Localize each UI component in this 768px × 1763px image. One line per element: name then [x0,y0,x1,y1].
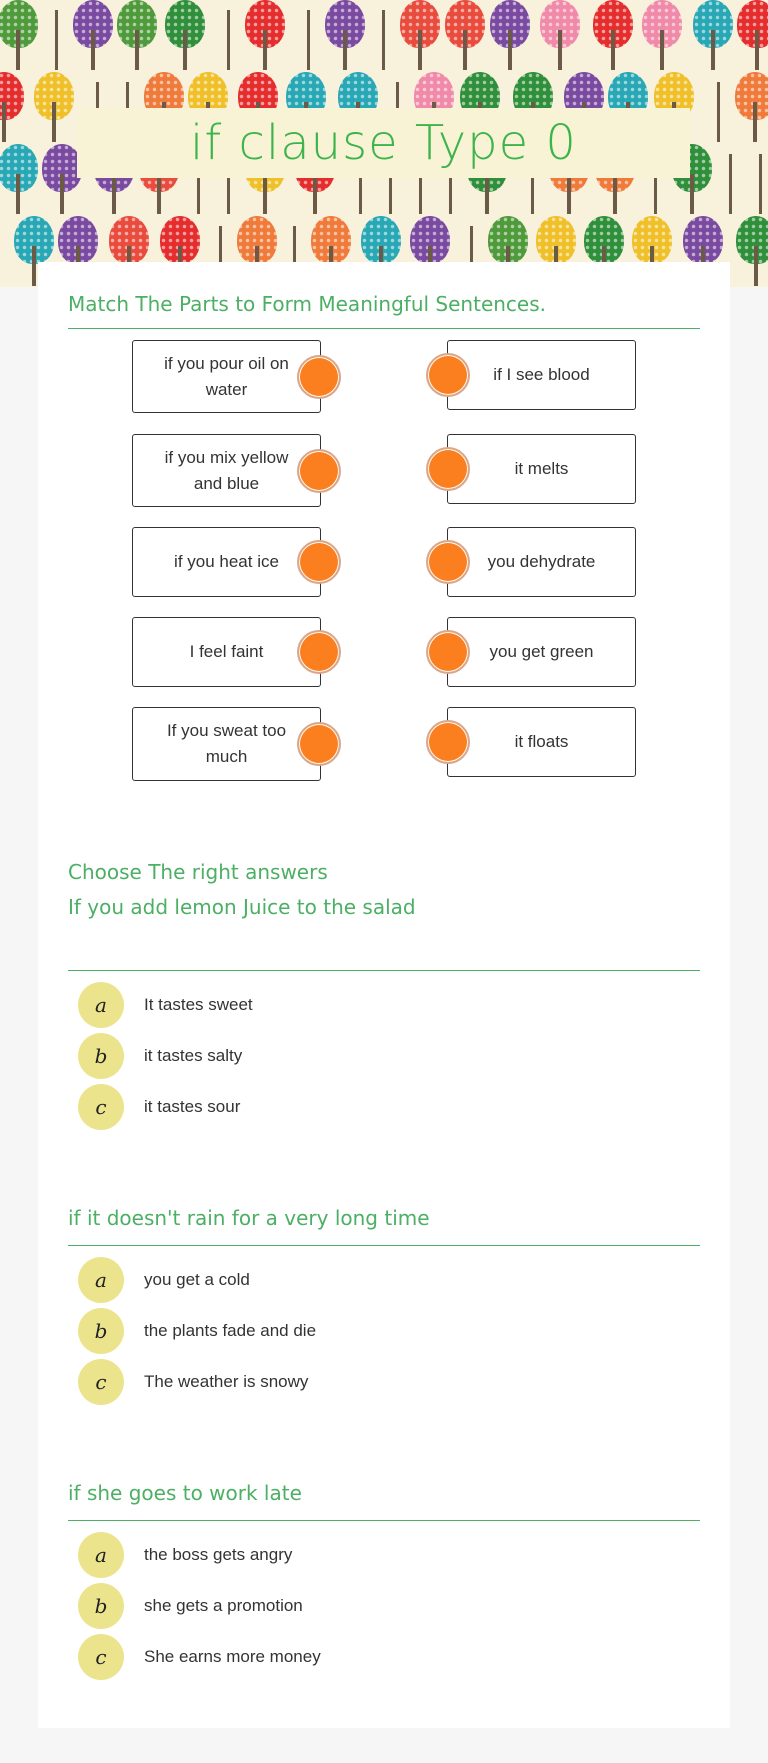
divider [68,328,700,329]
option-text: you get a cold [144,1270,250,1289]
answer-option[interactable] [78,982,253,1028]
answer-option[interactable] [78,1583,303,1629]
tree-icon [32,72,76,142]
match-left-dot[interactable] [297,355,341,399]
tree-icon [591,0,635,70]
tree-icon [323,0,367,70]
bare-tree-icon [382,10,385,70]
match-right-item[interactable]: it floats [447,707,636,777]
bare-tree-icon [307,10,310,70]
header-banner [0,0,768,287]
option-letter-badge[interactable]: a [78,1532,124,1578]
option-letter-badge[interactable]: b [78,1308,124,1354]
tree-icon [691,0,735,70]
tree-icon [735,0,768,70]
tree-icon [640,0,684,70]
option-text: The weather is snowy [144,1372,309,1391]
option-letter-badge[interactable]: a [78,982,124,1028]
divider [68,1520,700,1521]
question-prompt: if she goes to work late [68,1481,302,1505]
tree-icon [733,72,768,142]
answer-option[interactable] [78,1634,321,1680]
tree-icon [398,0,442,70]
answer-option[interactable] [78,1257,250,1303]
divider [68,1245,700,1246]
tree-icon [0,72,26,142]
answer-option[interactable] [78,1532,292,1578]
match-left-dot[interactable] [297,540,341,584]
tree-icon [0,144,40,214]
tree-row [0,0,768,70]
match-left-item[interactable]: if you pour oil on water [132,340,321,413]
tree-icon [71,0,115,70]
matching-title: Match The Parts to Form Meaningful Sentences. [68,292,546,316]
option-letter-badge[interactable]: b [78,1583,124,1629]
bare-tree-icon [759,154,762,214]
option-text: she gets a promotion [144,1596,303,1615]
bare-tree-icon [227,10,230,70]
tree-icon [538,0,582,70]
match-left-dot[interactable] [297,630,341,674]
match-left-item[interactable]: If you sweat too much [132,707,321,781]
question-prompt: if it doesn't rain for a very long time [68,1206,430,1230]
divider [68,970,700,971]
tree-icon [163,0,207,70]
option-letter-badge[interactable]: c [78,1359,124,1405]
match-left-dot[interactable] [297,722,341,766]
tree-icon [443,0,487,70]
tree-icon [0,0,40,70]
option-text: She earns more money [144,1647,321,1666]
answer-option[interactable] [78,1308,316,1354]
match-left-dot[interactable] [297,449,341,493]
tree-icon [115,0,159,70]
match-right-item[interactable]: you get green [447,617,636,687]
tree-icon [488,0,532,70]
question-prompt: If you add lemon Juice to the salad [68,895,416,919]
match-right-dot[interactable] [426,540,470,584]
option-text: the plants fade and die [144,1321,317,1340]
bare-tree-icon [55,10,58,70]
questions-heading: Choose The right answers [68,860,328,884]
option-letter-badge[interactable]: c [78,1634,124,1680]
tree-icon [734,216,768,286]
match-right-dot[interactable] [426,720,470,764]
match-right-dot[interactable] [426,630,470,674]
option-text: the boss gets angry [144,1545,293,1564]
title-box [77,108,690,178]
match-left-item[interactable]: if you heat ice [132,527,321,597]
answer-option[interactable] [78,1033,242,1079]
option-text: it tastes salty [144,1046,243,1065]
match-right-item[interactable]: if I see blood [447,340,636,410]
option-letter-badge[interactable]: c [78,1084,124,1130]
option-text: It tastes sweet [144,995,253,1014]
answer-option[interactable] [78,1084,240,1130]
tree-icon [243,0,287,70]
page-title: if clause Type 0 [190,115,577,171]
option-text: it tastes sour [144,1097,241,1116]
worksheet-card [38,262,730,1728]
match-left-item[interactable]: I feel faint [132,617,321,687]
option-letter-badge[interactable]: b [78,1033,124,1079]
bare-tree-icon [717,82,720,142]
match-right-dot[interactable] [426,447,470,491]
match-left-item[interactable]: if you mix yellow and blue [132,434,321,507]
match-right-item[interactable]: you dehydrate [447,527,636,597]
match-right-item[interactable]: it melts [447,434,636,504]
bare-tree-icon [729,154,732,214]
match-right-dot[interactable] [426,353,470,397]
option-letter-badge[interactable]: a [78,1257,124,1303]
answer-option[interactable] [78,1359,308,1405]
